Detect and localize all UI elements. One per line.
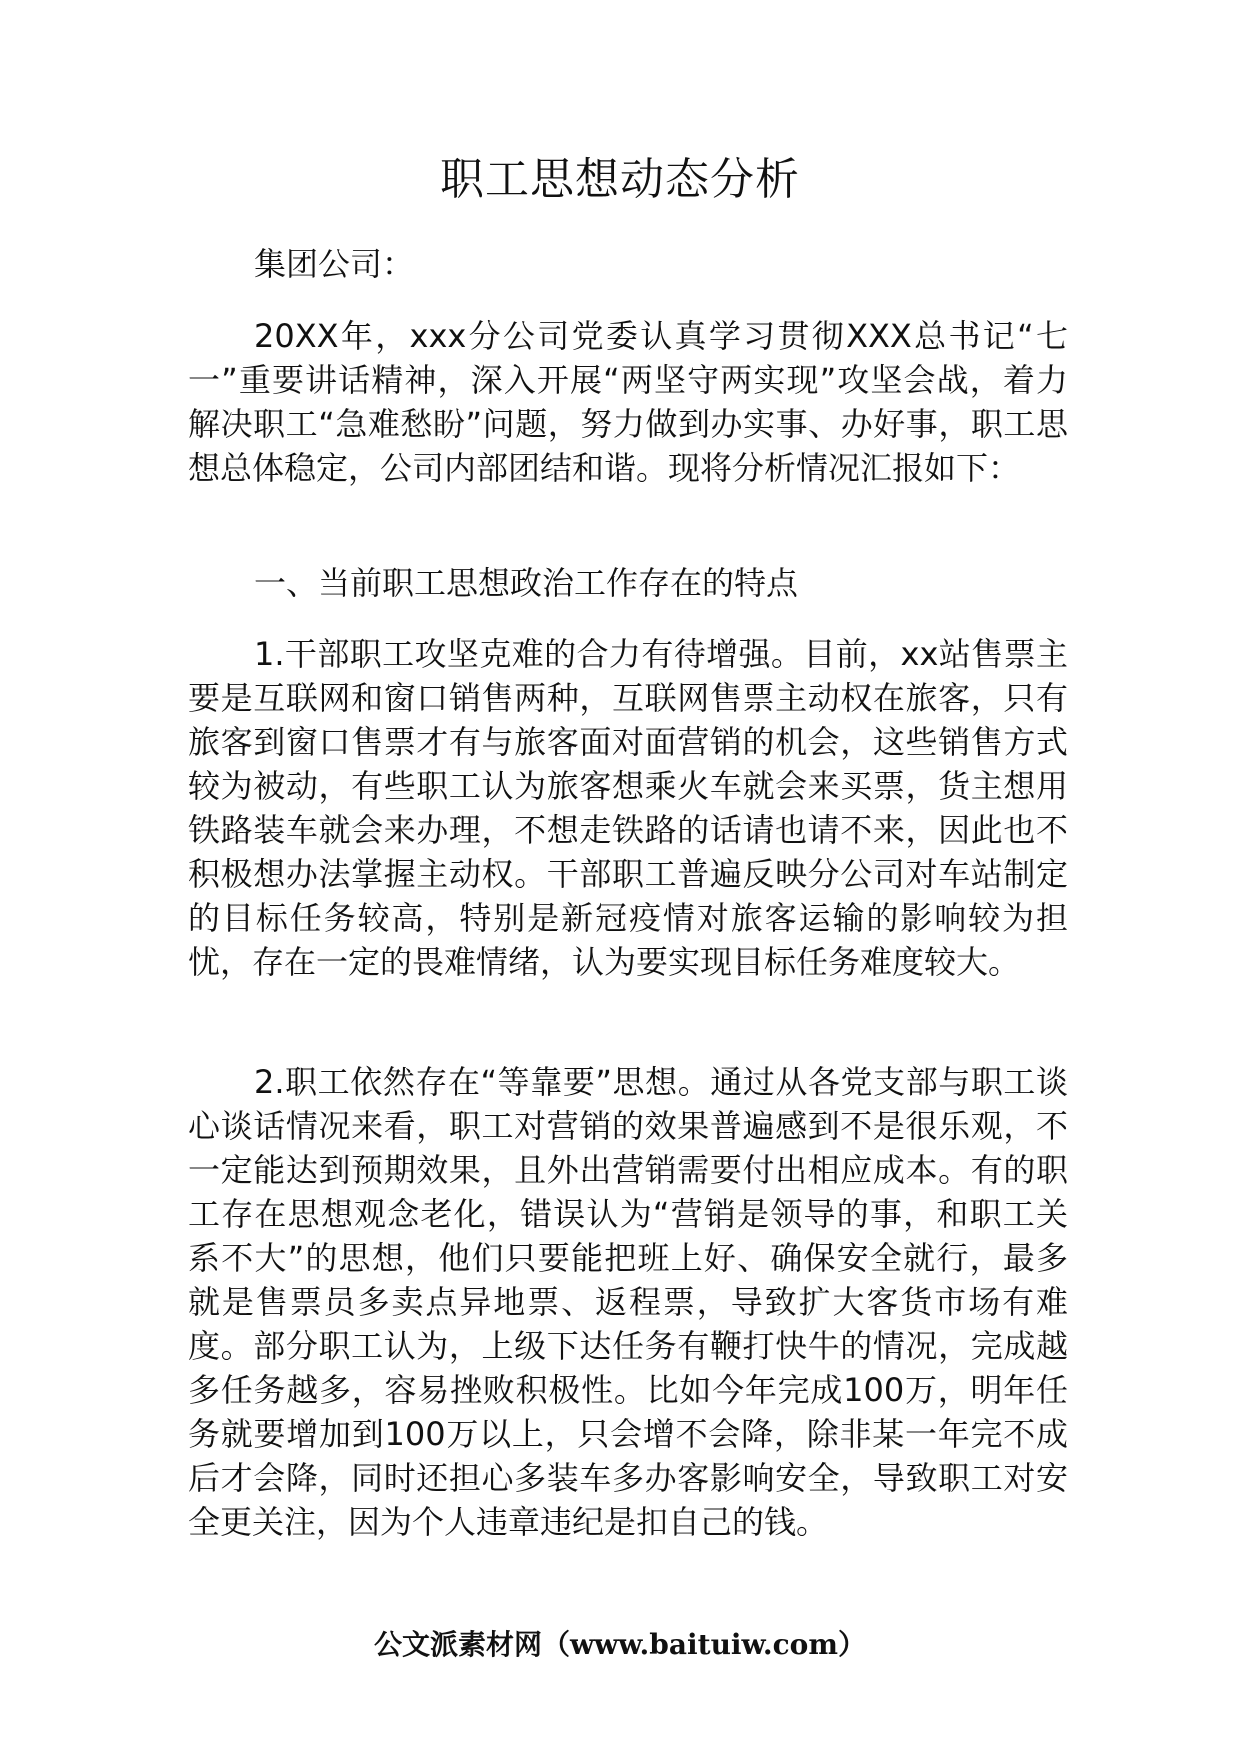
paragraph-1: 1.干部职工攻坚克难的合力有待增强。目前，xx站售票主要是互联网和窗口销售两种，互联网售票主动权在旅客，只有旅客到窗口售票才有与旅客面对面营销的机会，这些销售方式较为被动，有些职工认为旅客想乘火车就会来买票，货主想用铁路装车就会来办理，不想走铁路的话请也请不来，因此也不积极想办法掌握主动权。干部职工普遍反映分公司对车站制定的目标任务较高，特别是新冠疫情对旅客运输的影响较为担忧，存在一定的畏难情绪，认为要实现目标任务难度较大。 — [188, 635, 1068, 981]
intro-paragraph: 20XX年，xxx分公司党委认真学习贯彻XXX总书记“七一”重要讲话精神，深入开展“两坚守两实现”攻坚会战，着力解决职工“急难愁盼”问题，努力做到办实事、办好事，职工思想总体稳定，公司内部团结和谐。现将分析情况汇报如下： — [188, 317, 1068, 487]
document-title: 职工思想动态分析 — [440, 154, 800, 205]
source-footer: 公文派素材网（www.baituiw.com） — [374, 1628, 866, 1661]
salutation: 集团公司： — [254, 245, 415, 283]
paragraph-2: 2.职工依然存在“等靠要”思想。通过从各党支部与职工谈心谈话情况来看，职工对营销的效果普遍感到不是很乐观，不一定能达到预期效果，且外出营销需要付出相应成本。有的职工存在思想观念老化，错误认为“营销是领导的事，和职工关系不大”的思想，他们只要能把班上好、确保安全就行，最多就是售票员多卖点异地票、返程票，导致扩大客货市场有难度。部分职工认为，上级下达任务有鞭打快牛的情况，完成越多任务越多，容易挫败积极性。比如今年完成100万，明年任务就要增加到100万以上，只会增不会降，除非某一年完不成后才会降，同时还担心多装车多办客影响安全，导致职工对安全更关注，因为个人违章违纪是扣自己的钱。 — [188, 1063, 1068, 1541]
section-heading: 一、当前职工思想政治工作存在的特点 — [254, 564, 799, 602]
